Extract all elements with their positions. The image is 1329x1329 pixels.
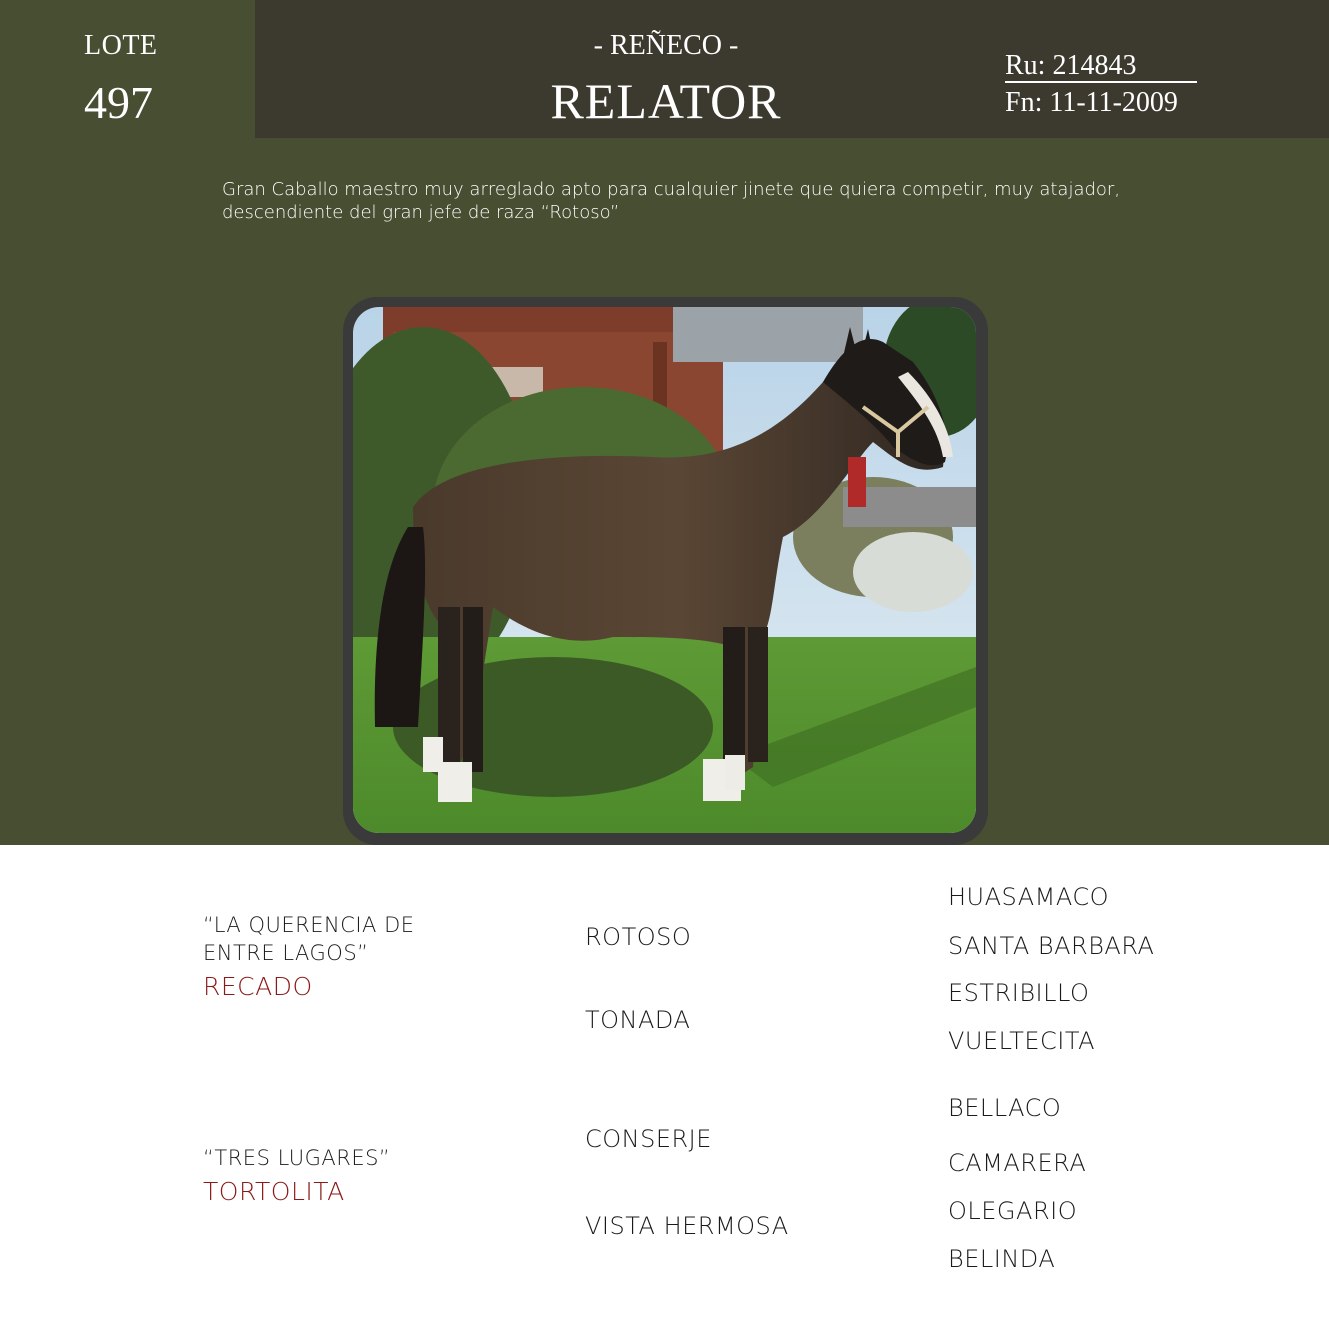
sire-granddam: TONADA	[585, 1006, 691, 1034]
sire-great-grandparent-4: VUELTECITA	[948, 1027, 1096, 1055]
dam-grandsire: CONSERJE	[585, 1125, 712, 1153]
breeder-name: - REÑECO -	[593, 30, 739, 61]
horse-photo	[353, 307, 976, 833]
sire-great-grandparent-2: SANTA BARBARA	[948, 932, 1155, 960]
horse-description: Gran Caballo maestro muy arreglado apto para cualquier jinete que quiera competir, muy atajador, descendiente del gran jefe de raza “Rotoso”	[222, 179, 1121, 223]
birth-date: Fn: 11-11-2009	[1005, 87, 1178, 118]
sire-great-grandparent-1: HUASAMACO	[948, 883, 1109, 911]
dam-great-grandparent-1: BELLACO	[948, 1094, 1062, 1122]
horse-photo-illustration	[353, 307, 976, 833]
horse-name: RELATOR	[550, 73, 782, 129]
sire-grandsire: ROTOSO	[585, 923, 692, 951]
sire-name: RECADO	[203, 972, 313, 1001]
dam-breeder: “TRES LUGARES”	[203, 1146, 391, 1170]
dam-great-grandparent-3: OLEGARIO	[948, 1197, 1078, 1225]
lote-number: 497	[84, 77, 153, 128]
dam-great-grandparent-2: CAMARERA	[948, 1149, 1087, 1177]
dam-granddam: VISTA HERMOSA	[585, 1212, 789, 1240]
registration-number: Ru: 214843	[1005, 50, 1197, 83]
dam-great-grandparent-4: BELINDA	[948, 1245, 1056, 1273]
sire-breeder: “LA QUERENCIA DE ENTRE LAGOS”	[203, 913, 415, 965]
dam-name: TORTOLITA	[203, 1177, 345, 1206]
sire-great-grandparent-3: ESTRIBILLO	[948, 979, 1090, 1007]
lote-label: LOTE	[84, 30, 158, 61]
photo-frame	[343, 297, 988, 845]
